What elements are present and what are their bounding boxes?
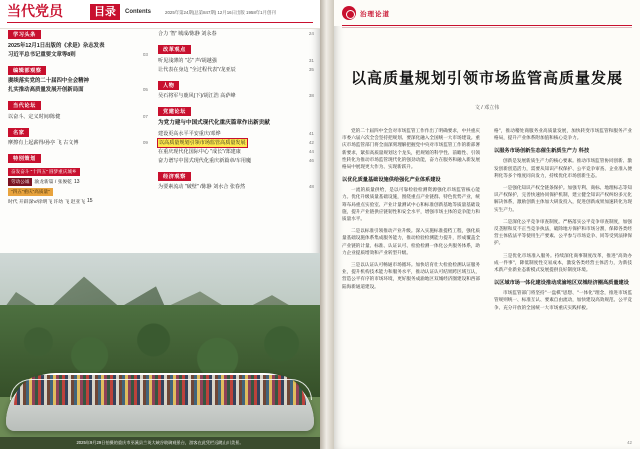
cover-photo [0, 253, 320, 449]
list-item[interactable] [158, 183, 314, 191]
promo-tag: 劳动公诚 [8, 178, 32, 186]
promo-page: 13 [73, 178, 80, 185]
section-xuexi [8, 30, 148, 59]
list-item[interactable] [158, 92, 314, 100]
entry-page: 09 [142, 140, 148, 145]
entry-page: 44 [308, 148, 314, 154]
list-item[interactable] [158, 157, 314, 165]
section-tebie [8, 154, 148, 205]
magazine-title: 当代党员 [7, 4, 63, 20]
entry-title: 摩擦有上起薪得/孙亭 飞 古文博 [8, 140, 79, 146]
section-renwu [158, 81, 314, 101]
entry-page: 48 [308, 184, 314, 189]
entry-title: 习近平总书记重要文章等8则 [8, 51, 76, 58]
article-column-2 [494, 128, 632, 317]
entry-page: 38 [308, 93, 314, 98]
list-item-highlighted[interactable] [158, 139, 314, 147]
subheading: 以优化质量基础设施供给强化产业体系建设 [342, 177, 441, 184]
promo-row[interactable] [8, 178, 148, 186]
entry-title: 以高质量规划引领市场监管高质量发展 [159, 139, 246, 146]
section-gaige [158, 45, 314, 74]
promo-tag: "四五"重庆"高质量" [8, 188, 53, 196]
entry-page: 46 [308, 157, 314, 163]
section-lead: 为党力建与中国式现代化重庆篇章作出新贡献 [158, 119, 270, 126]
promo-text: 时代 开辟深V/徐明飞 许幼 飞 赵亚飞 [8, 199, 86, 205]
article-byline: 文 / 邓立伟 [474, 105, 500, 111]
paragraph: 二是深化公平竞争审查制度。严格落实公平竞争审查制度，加强反垄断和反不正当竞争执法，破除地方保护和市场分割，保障各类经营主体依法平等使用生产要素、公平参与市场竞争、同等受到法律保护。 [494, 219, 632, 247]
list-item[interactable] [158, 57, 314, 65]
article-headline: 以高质量规划引领市场监管高质量发展 [350, 69, 623, 87]
contents-column-right [158, 30, 314, 198]
entry-title: 让代表在身边 "全过程代表"/龙亚辰 [158, 66, 236, 73]
paragraph: 三是优化市场准入服务。持续深化商事制度改革，推进"高效办成一件事"，降低制度性交易成本，激发各类经营主体活力，为新技术新产业新业态新模式发展提供良好制度环境。 [494, 253, 632, 274]
photo-caption: 2025年9月29日拍摄的重庆市巫溪县兰英大峡谷玻璃观景台，游客在此凭栏远眺山川美景。 [0, 437, 320, 449]
promo-page: 15 [87, 198, 93, 204]
section-heading: 当代论坛 [8, 101, 41, 110]
entry-page: 24 [308, 31, 314, 36]
section-heading: 编辑部观察 [8, 66, 46, 75]
section-heading: 学习头条 [8, 30, 41, 39]
contents-column-left [8, 30, 148, 212]
right-page-article [334, 0, 640, 449]
entry-title: 为要素流动 "破壁" /陈静 刘水合 张春然 [158, 184, 246, 190]
entry-title: 以奋斗、定义时间/陈健 [8, 113, 61, 120]
promo-text: 渝龙新篇 / 张俊乾 [34, 180, 72, 185]
promo-tag: 奋发奋斗 "十四五" 圆梦重庆城乡 [8, 168, 80, 176]
subheading: 以区域市场一体化建设推动成渝地区双城经济圈高质量建设 [494, 280, 629, 287]
paragraph: 党的二十届四中全会对市场监管工作作出了明确要求，中共重庆市委六届六次全会坚持把规划、要深化融入全国统一大市场建设。重庆市场监管部门将全面深刻理解把握党中央对市场监管工作的新部署新要求，紧扣高质量规划这个龙头，把规划的科学性、前瞻性、引领性转化为推动市场监管现代化的强劲动能，奋力在服务和融入新发展格局中展现更大作为、实现新跃升。 [342, 129, 480, 171]
section-heading: 党建论坛 [158, 107, 191, 116]
issue-info: 2025年第24期(总第847期) 12月16日出版 1958年1月创刊 [165, 10, 276, 15]
entry-title: 在重庆现代化国际中心 "成长"/郑建康 [158, 148, 241, 155]
entry-page: 42 [308, 139, 314, 145]
list-item[interactable] [8, 77, 148, 85]
paragraph: 市场监管部门将坚持"一盘棋"思想、"一体化"理念，推进市场监管规则统一、标准互认、要素自由流动，加快建设高效规范、公平竞争、充分开放的全国统一大市场重庆实践样板。 [494, 291, 632, 311]
masthead [0, 0, 320, 29]
contents-columns [0, 30, 320, 250]
subheading: 以服务市场创新生态催生新质生产力 科技 [494, 148, 590, 155]
entry-title: 赓续落实党的二十届四中全会精神 [8, 78, 89, 84]
section-heading: 改革观点 [158, 45, 191, 54]
entry-title: 听见浅薄的 "芯" 声/胡越强 [158, 57, 217, 64]
section-dangjian [158, 107, 314, 165]
article-column-1 [342, 128, 480, 296]
paragraph: 创新是发展新质生产力的核心要素。推动市场监管协同创新、激发创新创造活力，需要从知识产权保护、公平竞争审查、企业准入便利化等多个维度同向发力，持续优化市场创新生态。 [494, 159, 632, 179]
header-divider [342, 25, 632, 26]
list-item[interactable] [8, 42, 148, 50]
entry-title: 合力 '智' 城成/陈静 刘永春 [158, 31, 217, 37]
entry-page: 07 [142, 113, 148, 119]
section-mingzhu [8, 128, 148, 148]
promo-row[interactable] [8, 198, 148, 205]
entry-page: 03 [142, 51, 148, 57]
header-divider-secondary [342, 27, 632, 28]
contents-label: Contents [125, 9, 151, 15]
page-gutter [320, 0, 334, 449]
section-heading: 特别策划 [8, 154, 41, 163]
list-item[interactable] [8, 139, 148, 147]
section-baidian [158, 30, 314, 38]
paragraph: 二是以标准引领推动产业升级。深入实施标准提档工程，强化质量基础设施体系集成服务能力，推动检验检测能力提升，形成覆盖全产业链的计量、标准、认证认可、检验检测一体化公共服务体系，助力企业提质增效和产业转型升级。 [342, 229, 480, 256]
list-item[interactable] [158, 66, 314, 74]
seal-icon [342, 6, 356, 20]
list-item[interactable] [8, 51, 148, 59]
section-dangdai [8, 101, 148, 121]
promo-row[interactable] [8, 188, 148, 196]
list-item[interactable] [8, 113, 148, 121]
list-item[interactable] [158, 148, 314, 156]
section-heading: 人物 [158, 81, 179, 90]
list-item[interactable] [158, 130, 314, 138]
entry-title: 扎实推动高质量发展开创新局面 [8, 87, 84, 93]
entry-page: 35 [308, 66, 314, 72]
column-title: 治理论道 [360, 10, 390, 18]
paragraph: 三是以认证认可畅通市场循环。加快培育壮大检验检测认证服务业，提升机构技术能力和服务水平，推动认证认可结果跨区域互认，营造公平有序的市场环境，更好服务成渝地区双城经济圈建设和西部陆海新通道建设。 [342, 263, 480, 290]
section-jingji [158, 172, 314, 192]
entry-page: 05 [142, 87, 148, 92]
promo-block [8, 168, 148, 205]
list-item[interactable] [158, 30, 314, 38]
entry-title: 2025年12月1日出版的《求是》杂志发表 [8, 42, 105, 49]
paragraph: 一流的质量供给，是以可靠检验检测资源强化市场监管核心能力。优化升级质量基础设施，围绕重点产业链群、特色优势产业，统筹布局重点实验室、产业计量测试中心和标准创新基地等质量基础设施，提升产业链供应链韧性和安全水平，增强市场主体的竞争能力和质量水平。 [342, 188, 480, 223]
paragraph: 一是强化知识产权全链条保护。加强专利、商标、地理标志等知识产权保护，完善快速协同保护机制，建立健全知识产权纠纷多元化解决体系，激励创新主体加大研发投入，促进创新成果加速转化为现实生产力。 [494, 186, 632, 213]
entry-title: 建设更高水平平安重庆/邓烨 [158, 130, 221, 137]
section-heading: 名家 [8, 128, 29, 137]
entry-title: 奋力谱写中国式现代化重庆新篇章/车用魔 [158, 157, 252, 164]
promo-row[interactable] [8, 168, 148, 176]
section-heading: 经济观察 [158, 172, 191, 181]
entry-title: 吴石将军与鹿风(下)/胡江浩 高萨峰 [158, 93, 236, 99]
paragraph: 格"，推动稽处商服务业高质量发展，加快转变市场监管和服务产业格局，提升产业体系附加值和核心竞争力。 [494, 129, 632, 142]
contents-badge: 目录 [90, 4, 120, 20]
list-item[interactable] [8, 86, 148, 94]
entry-page: 41 [308, 130, 314, 136]
page-number: 42 [627, 440, 632, 445]
article-header [334, 0, 640, 26]
masthead-divider [7, 22, 313, 23]
photo-railing [10, 379, 312, 400]
entry-page: 31 [308, 57, 314, 63]
article-body [342, 128, 632, 438]
section-biandu [8, 66, 148, 95]
